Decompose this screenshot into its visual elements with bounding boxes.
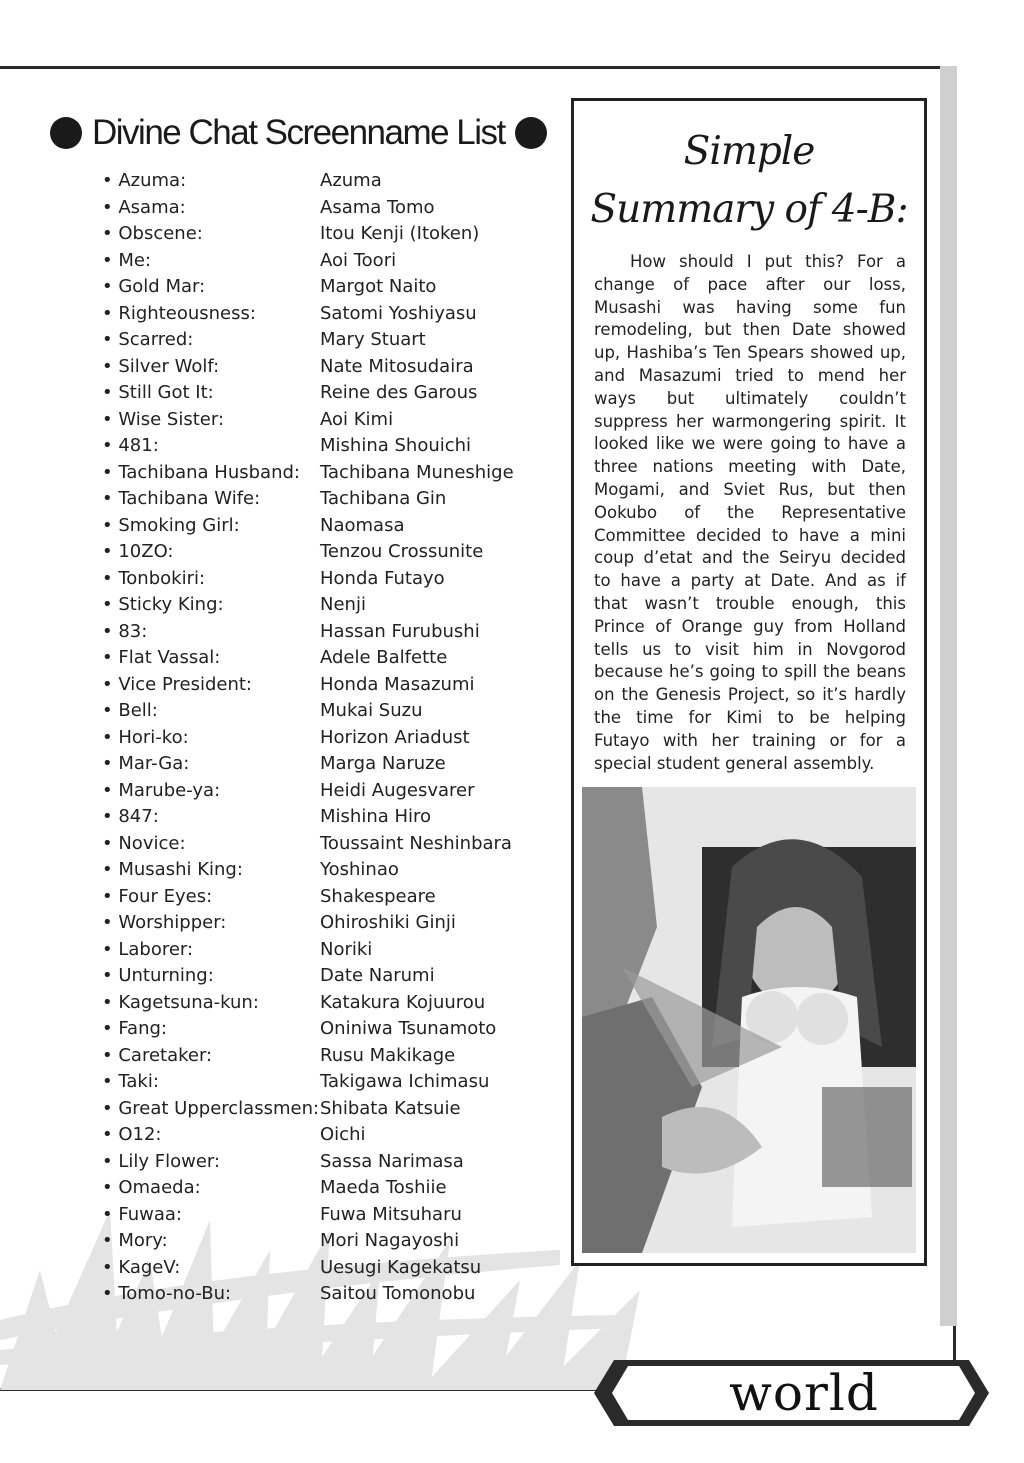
list-item <box>102 460 514 487</box>
character-name: Shibata Katsuie <box>320 1097 461 1119</box>
character-name: Uesugi Kagekatsu <box>320 1256 482 1278</box>
screenname-handle: • Musashi King: <box>102 857 320 884</box>
screenname-handle: • O12: <box>102 1122 320 1149</box>
character-name: Toussaint Neshinbara <box>320 832 512 854</box>
character-name: Oniniwa Tsunamoto <box>320 1018 497 1039</box>
screenname-handle: • Vice President: <box>102 672 320 699</box>
illustration-image <box>582 787 916 1253</box>
list-item <box>102 354 514 381</box>
summary-body: How should I put this? For a change of pace after our loss, Musashi was having some fun remodeling, but then Date showed up, Hashiba’s Ten Spears showed up, and Masazumi tried to mend her ways but ultimately couldn’t suppress her warmongering spirit. It looked like we were going to have a three nations meeting with Date, Mogami, and Sviet Rus, but then Ookubo of the Representative Committee decided to have a mini coup d’etat and the Seiryu decided to have a party at Date. And as if that wasn’t trouble enough, this Prince of Orange guy from Holland tells us to visit him in Novgorod because he’s going to spill the beans on the Genesis Project, so it’s hardly the time for Kimi to be helping Futayo with her training or for a special student general assembly. <box>594 252 906 773</box>
screenname-handle: • Novice: <box>102 831 320 858</box>
screenname-handle: • Mar-Ga: <box>102 751 320 778</box>
screenname-handle: • 847: <box>102 804 320 831</box>
character-name: Tachibana Gin <box>320 488 447 509</box>
character-name: Reine des Garous <box>320 382 478 403</box>
list-item <box>102 1043 514 1070</box>
character-name: Margot Naito <box>320 276 437 297</box>
character-name: Date Narumi <box>320 965 435 986</box>
character-name: Saitou Tomonobu <box>320 1283 476 1304</box>
screenname-handle: • Me: <box>102 248 320 275</box>
list-item <box>102 592 514 619</box>
screenname-handle: • Taki: <box>102 1069 320 1096</box>
list-item <box>102 168 514 195</box>
character-name: Hassan Furubushi <box>320 620 480 642</box>
screenname-handle: • Sticky King: <box>102 592 320 619</box>
frame-shadow <box>940 66 957 1326</box>
character-name: Mishina Hiro <box>320 806 432 827</box>
list-item <box>102 1175 514 1202</box>
character-name: Tenzou Crossunite <box>320 541 484 562</box>
screenname-handle: • Smoking Girl: <box>102 513 320 540</box>
character-name: Itou Kenji (Itoken) <box>320 223 480 244</box>
list-item <box>102 751 514 778</box>
screenname-handle: • 83: <box>102 619 320 646</box>
list-item <box>102 778 514 805</box>
screenname-list-title <box>50 108 550 158</box>
character-name: Shakespeare <box>320 885 436 907</box>
character-name: Asama Tomo <box>320 196 435 218</box>
list-item <box>102 672 514 699</box>
screenname-handle: • KageV: <box>102 1255 320 1282</box>
list-item <box>102 645 514 672</box>
list-item <box>102 513 514 540</box>
list-item <box>102 433 514 460</box>
list-item <box>102 1255 514 1282</box>
list-item <box>102 831 514 858</box>
screenname-handle: • Righteousness: <box>102 301 320 328</box>
screenname-handle: • Tachibana Wife: <box>102 486 320 513</box>
screenname-handle: • Scarred: <box>102 327 320 354</box>
list-item <box>102 963 514 990</box>
list-item <box>102 301 514 328</box>
list-item <box>102 1096 514 1123</box>
summary-box <box>571 98 927 1266</box>
screenname-handle: • Great Upperclassmen: <box>102 1096 320 1123</box>
list-item <box>102 1281 514 1308</box>
character-name: Katakura Kojuurou <box>320 991 486 1013</box>
screenname-handle: • Caretaker: <box>102 1043 320 1070</box>
character-name: Mary Stuart <box>320 329 426 350</box>
screenname-handle: • Worshipper: <box>102 910 320 937</box>
list-item <box>102 1122 514 1149</box>
character-name: Aoi Kimi <box>320 408 394 430</box>
list-item <box>102 884 514 911</box>
character-name: Ohiroshiki Ginji <box>320 912 456 933</box>
screenname-handle: • Obscene: <box>102 221 320 248</box>
character-name: Yoshinao <box>320 859 399 880</box>
list-item <box>102 725 514 752</box>
list-item <box>102 804 514 831</box>
character-name: Tachibana Muneshige <box>320 461 514 483</box>
screenname-handle: • Mory: <box>102 1228 320 1255</box>
character-name: Sassa Narimasa <box>320 1150 464 1172</box>
list-item <box>102 195 514 222</box>
character-name: Rusu Makikage <box>320 1044 456 1066</box>
screenname-handle: • Bell: <box>102 698 320 725</box>
screenname-handle: • Still Got It: <box>102 380 320 407</box>
character-name: Honda Futayo <box>320 567 445 589</box>
character-name: Horizon Ariadust <box>320 726 470 748</box>
screenname-handle: • Omaeda: <box>102 1175 320 1202</box>
screenname-handle: • Tachibana Husband: <box>102 460 320 487</box>
character-illustration <box>582 787 916 1253</box>
screenname-handle: • Laborer: <box>102 937 320 964</box>
character-name: Nate Mitosudaira <box>320 355 474 377</box>
screenname-handle: • Kagetsuna-kun: <box>102 990 320 1017</box>
screenname-list-heading: Divine Chat Screenname List <box>92 113 505 152</box>
summary-title-line2: Summary of 4-B: <box>590 187 908 232</box>
screenname-handle: • Azuma: <box>102 168 320 195</box>
screenname-handle: • Gold Mar: <box>102 274 320 301</box>
screenname-handle: • Tomo-no-Bu: <box>102 1281 320 1308</box>
character-name: Fuwa Mitsuharu <box>320 1203 462 1225</box>
list-item <box>102 248 514 275</box>
screenname-handle: • Silver Wolf: <box>102 354 320 381</box>
character-name: Naomasa <box>320 514 405 536</box>
summary-title <box>574 123 924 239</box>
character-name: Noriki <box>320 938 373 960</box>
character-name: Azuma <box>320 170 382 191</box>
screenname-handle: • Fang: <box>102 1016 320 1043</box>
character-name: Honda Masazumi <box>320 673 475 695</box>
screenname-handle: • Hori-ko: <box>102 725 320 752</box>
character-name: Heidi Augesvarer <box>320 779 475 801</box>
summary-title-line1: Simple <box>683 129 815 174</box>
list-item <box>102 698 514 725</box>
screenname-handle: • Asama: <box>102 195 320 222</box>
character-name: Satomi Yoshiyasu <box>320 302 477 324</box>
character-name: Mishina Shouichi <box>320 435 472 456</box>
character-name: Mukai Suzu <box>320 700 423 721</box>
screenname-list <box>102 168 514 1308</box>
list-item <box>102 274 514 301</box>
bullet-dot-icon <box>50 117 82 149</box>
list-item <box>102 407 514 434</box>
screenname-handle: • Unturning: <box>102 963 320 990</box>
character-name: Nenji <box>320 594 366 615</box>
list-item <box>102 619 514 646</box>
list-item <box>102 327 514 354</box>
list-item <box>102 1202 514 1229</box>
list-item <box>102 910 514 937</box>
character-name: Maeda Toshiie <box>320 1177 447 1198</box>
screenname-handle: • Lily Flower: <box>102 1149 320 1176</box>
list-item <box>102 1069 514 1096</box>
character-name: Mori Nagayoshi <box>320 1230 460 1251</box>
list-item <box>102 486 514 513</box>
list-item <box>102 380 514 407</box>
character-name: Oichi <box>320 1124 366 1145</box>
character-name: Aoi Toori <box>320 249 397 271</box>
list-item <box>102 566 514 593</box>
list-item <box>102 539 514 566</box>
screenname-handle: • 481: <box>102 433 320 460</box>
list-item <box>102 221 514 248</box>
list-item <box>102 1016 514 1043</box>
list-item <box>102 857 514 884</box>
screenname-handle: • Flat Vassal: <box>102 645 320 672</box>
character-name: Marga Naruze <box>320 753 446 774</box>
list-item <box>102 1228 514 1255</box>
screenname-handle: • 10ZO: <box>102 539 320 566</box>
screenname-handle: • Marube-ya: <box>102 778 320 805</box>
character-name: Adele Balfette <box>320 647 448 668</box>
screenname-handle: • Wise Sister: <box>102 407 320 434</box>
screenname-handle: • Fuwaa: <box>102 1202 320 1229</box>
list-item <box>102 937 514 964</box>
list-item <box>102 990 514 1017</box>
character-name: Takigawa Ichimasu <box>320 1071 490 1092</box>
world-label: world <box>729 1364 879 1422</box>
screenname-handle: • Four Eyes: <box>102 884 320 911</box>
list-item <box>102 1149 514 1176</box>
bullet-dot-icon <box>515 117 547 149</box>
screenname-handle: • Tonbokiri: <box>102 566 320 593</box>
